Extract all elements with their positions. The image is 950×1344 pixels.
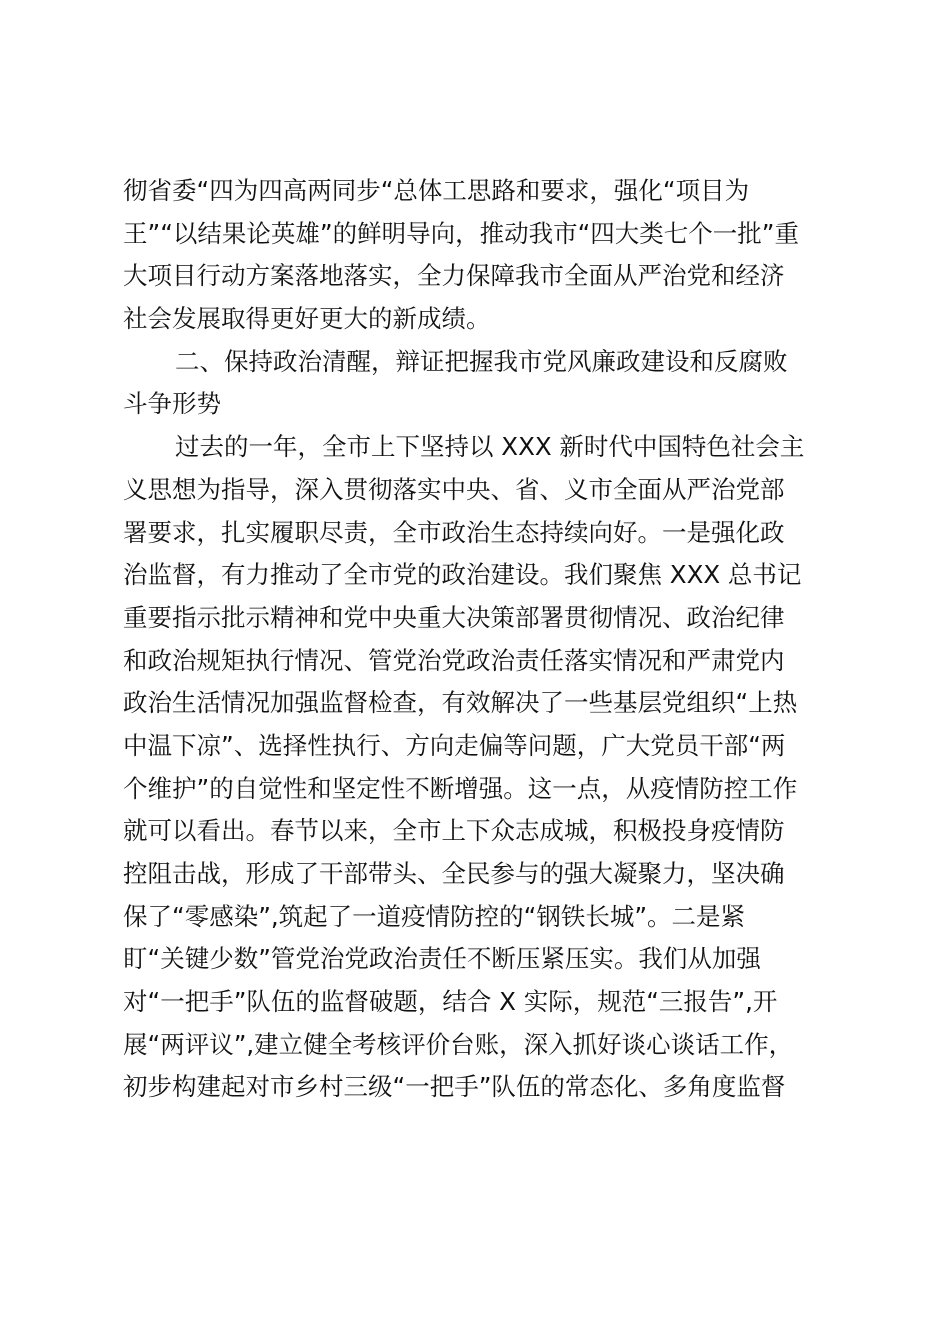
text-line: 彻省委“四为四高两同步“总体工思路和要求，强化“项目为 bbox=[123, 176, 750, 205]
text-line: 重要指示批示精神和党中央重大决策部署贯彻情况、政治纪律 bbox=[123, 602, 785, 632]
text-line: 过去的一年，全市上下坚持以 XXX 新时代中国特色社会主 bbox=[175, 432, 805, 462]
text-line: 展“两评议”,建立健全考核评价台账，深入抓好谈心谈话工作， bbox=[123, 1029, 794, 1059]
text-line: 王”“以结果论英雄”的鲜明导向，推动我市“四大类七个一批”重 bbox=[123, 218, 799, 248]
section-heading-line: 二、保持政治清醒，辩证把握我市党风廉政建设和反腐败 bbox=[175, 346, 788, 376]
text-line: 和政治规矩执行情况、管党治党政治责任落实情况和严肃党内 bbox=[123, 645, 785, 675]
text-line: 大项目行动方案落地落实，全力保障我市全面从严治党和经济 bbox=[123, 261, 785, 291]
text-line: 中温下凉”、选择性执行、方向走偏等问题，广大党员干部“两 bbox=[123, 730, 786, 760]
text-line: 对“一把手”队伍的监督破题，结合 X 实际，规范“三报告”,开 bbox=[123, 987, 778, 1017]
text-line: 保了“零感染”,筑起了一道疫情防控的“钢铁长城”。二是紧 bbox=[123, 901, 746, 931]
text-line: 治监督，有力推动了全市党的政治建设。我们聚焦 XXX 总书记 bbox=[123, 560, 802, 590]
text-line: 控阻击战，形成了干部带头、全民参与的强大凝聚力，坚决确 bbox=[123, 859, 785, 888]
text-line: 初步构建起对市乡村三级“一把手”队伍的常态化、多角度监督 bbox=[123, 1072, 786, 1102]
text-line: 署要求，扎实履职尽责，全市政治生态持续向好。一是强化政 bbox=[123, 517, 785, 547]
text-line: 义思想为指导，深入贯彻落实中央、省、义市全面从严治党部 bbox=[123, 474, 785, 504]
section-heading-line: 斗争形势 bbox=[123, 389, 221, 419]
document-body bbox=[123, 170, 835, 1109]
text-line: 政治生活情况加强监督检查，有效解决了一些基层党组织“上热 bbox=[123, 688, 798, 718]
text-line: 社会发展取得更好更大的新成绩。 bbox=[123, 304, 491, 334]
text-line: 个维护”的自觉性和坚定性不断增强。这一点，从疫情防控工作 bbox=[123, 773, 798, 803]
text-line: 就可以看出。春节以来，全市上下众志成城，积极投身疫情防 bbox=[123, 816, 785, 846]
text-line: 盯“关键少数”管党治党政治责任不断压紧压实。我们从加强 bbox=[123, 944, 761, 974]
